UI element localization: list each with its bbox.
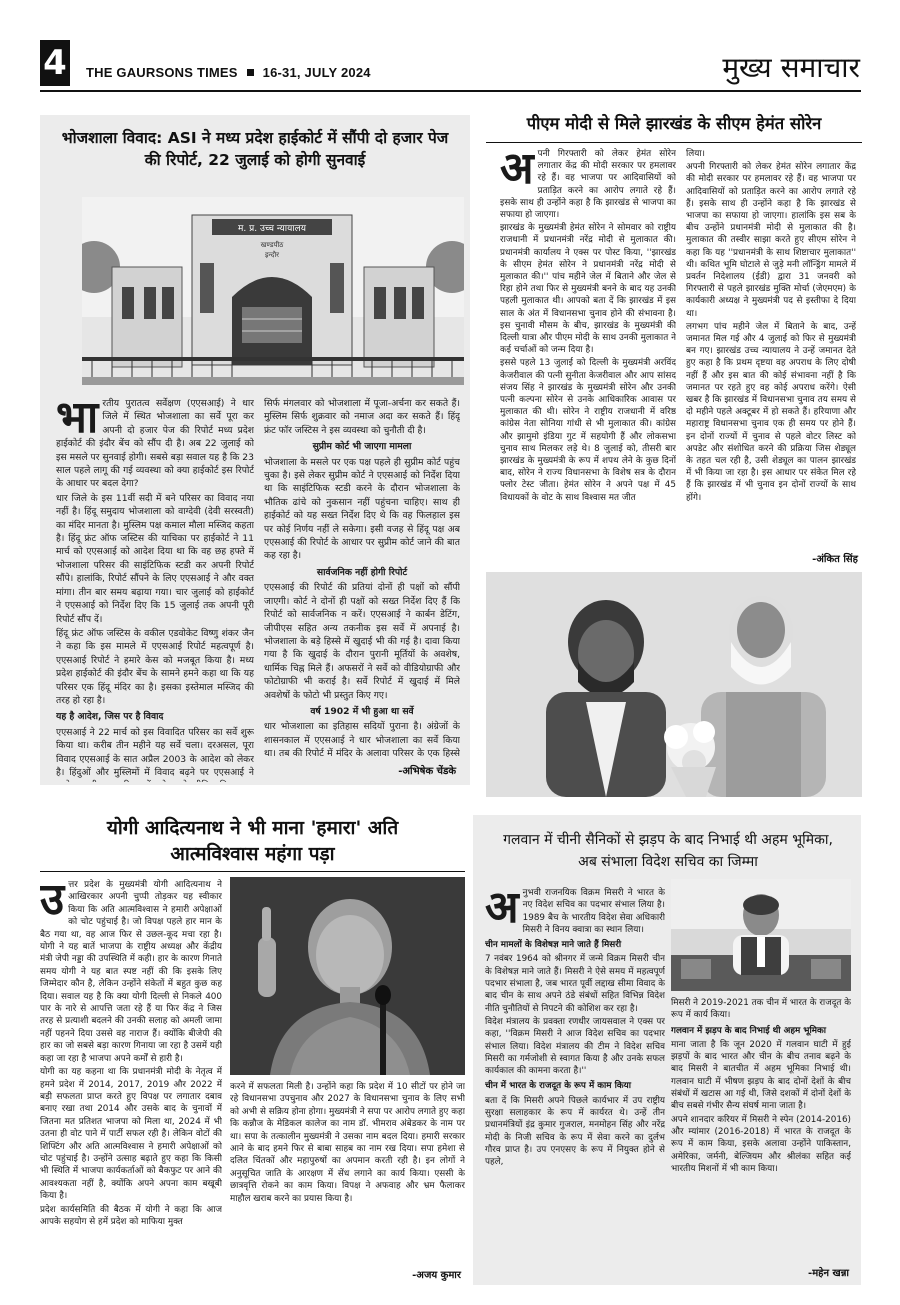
misri-paragraph: बता दें कि मिसरी अपने पिछले कार्यभार में उप राष्ट्रीय सुरक्षा सलाहकार के रूप में कार्यरत थे। उन्हें तीन प्रधानमंत्रियों इंद्र कुमार गुजराल, मनमोहन सिंह और नरेंद्र मोदी के निजी सचिव के रूप में सेवा करने का दुर्लभ गौरव प्राप्त है। उप एनएसए के रूप में नियुक्त होने से पहले, <box>485 1095 665 1168</box>
modi-soren-byline: -अंकित सिंह <box>812 554 858 565</box>
misri-paragraph: नुभवी राजनयिक विक्रम मिसरी ने भारत के नए विदेश सचिव का पदभार संभाल लिया है। 1989 बैच के भारतीय विदेश सेवा अधिकारी मिसरी ने विनय क्वात्रा का स्थान लिया। <box>522 888 665 935</box>
bhojshala-paragraph: धार भोजशाला का इतिहास सदियों पुराना है। अंग्रेजों के शासनकाल में एएसआई ने धार भोजशाला का सर्वे किया था। तब की रिपोर्ट में मंदिर के अलावा परिसर के एक हिस्से <box>264 721 460 759</box>
bhojshala-paragraph: एएसआई ने 22 मार्च को इस विवादित परिसर का सर्वे शुरू किया था। करीब तीन महीने यह सर्वे चला। दरअसल, पूरा विवाद एएसआई के सात अप्रैल 2003 के आदेश को लेकर है। हिंदुओं और मुस्लिमों में विवाद बढ़ने पर एएसआई ने <box>56 726 254 778</box>
newspaper-name: THE GAURSONS TIMES <box>86 65 238 80</box>
headline-rule <box>486 142 862 143</box>
bhojshala-paragraph: एएसआई की रिपोर्ट की प्रतियां दोनों ही पक्षों को सौंपी जाएगी। कोर्ट ने दोनों ही पक्षों को सख्त निर्देश दिए हैं कि रिपोर्ट को सार्वजनिक न करें। एएसआई ने कार्बन डेटिंग, जीपीएस सहित अन्य तकनीक इस सर्वे में अपनाई है। भोजशाला के बड़े हिस्से में खुदाई भी की गई है। दावा किया गया है कि खुदाई के दौरान पुरानी मूर्तियों के अवशेष, धार्मिक चिह्न मिले हैं। अफसरों ने सर्वे को वीडियोग्राफी और फोटोग्राफी भी कराई है। सर्वे रिपोर्ट में खुदाई में मिले अवशेषों के फोटो भी प्रस्तुत किए गए। <box>264 582 460 701</box>
modi-soren-paragraph: पनी गिरफ्तारी को लेकर हेमंत सोरेन लगातार केंद्र की मोदी सरकार पर हमलावर रहे हैं। वह भाजपा पर आदिवासियों को प्रताड़ित करने का आरोप लगाते रहे हैं। इसके साथ ही उन्होंने कहा है कि झारखंड से भाजपा का सफाया हो जाएगा। <box>500 149 676 221</box>
misri-paragraph: अपने शानदार करियर में मिसरी ने स्पेन (2014-2016) और म्यांमार (2016-2018) में भारत के राजदूत के रूप में काम किया, इसके अलावा उन्होंने पाकिस्तान, अमेरिका, जर्मनी, बेल्जियम और श्रीलंका सहित कई भारतीय मिशनों में भी काम किया। <box>671 1114 851 1174</box>
modi-soren-paragraph: लिया। <box>686 149 705 159</box>
yogi-paragraph: प्रदेश कार्यसमिति की बैठक में योगी ने कहा कि आज आपके सहयोग से हमें प्रदेश को माफिया मुक्त <box>40 1204 222 1227</box>
misri-headline: गलवान में चीनी सैनिकों से झड़प के बाद निभाई थी अहम भूमिका, अब संभाला विदेश सचिव का जिम्मा <box>503 832 833 870</box>
yogi-photo <box>230 877 465 1075</box>
bhojshala-byline: -अभिषेक चेंडके <box>398 766 456 777</box>
headline-rule <box>40 871 465 872</box>
court-sign-text: म. प्र. उच्च न्यायालय <box>238 224 306 234</box>
misri-subheading: गलवान में झड़प के बाद निभाई थी अहम भूमिका <box>671 1025 827 1036</box>
newspaper-masthead <box>86 65 371 80</box>
misri-subheading: चीन में भारत के राजदूत के रूप में काम किया <box>485 1081 632 1092</box>
bhojshala-column-1 <box>56 397 254 782</box>
court-building-photo <box>82 197 464 385</box>
yogi-headline-line-2: आत्मविश्वास महंगा पड़ा <box>170 843 335 865</box>
modi-soren-meeting-photo <box>486 572 862 797</box>
modi-soren-paragraph: इससे पहले 13 जुलाई को दिल्ली के मुख्यमंत्री अरविंद केजरीवाल की पत्नी सुनीता केजरीवाल और आप सांसद संजय सिंह ने झारखंड के मुख्यमंत्री सोरेन और उनकी पत्नी कल्पना सोरेन से उनके आधिकारिक आवास पर मुलाकात की थी। सोरेन ने राष्ट्रीय राजधानी में वरिष्ठ कांग्रेस नेता सोनिया गांधी से भी मुलाकात की। कांग्रेस और झामुमो इंडिया गुट में सहयोगी हैं और लोकसभा चुनाव साथ मिलकर लड़े थे। 8 जुलाई को, तीसरी बार झारखंड के मुख्यमंत्री के रूप में शपथ लेने के कुछ दिनों बाद, सोरेन ने राज्य विधानसभा के विशेष सत्र के दौरान फ्लोर टेस्ट जीता। हेमंत सोरेन ने अपने पक्ष में 45 विधायकों के वोट के साथ विश्वास मत जीत <box>500 358 676 503</box>
court-sign-subtext: खण्डपीठ <box>260 241 284 249</box>
court-building-illustration <box>82 197 464 385</box>
modi-soren-article <box>486 112 862 792</box>
misri-byline: -महेन खन्ना <box>808 1268 849 1279</box>
meeting-illustration <box>486 572 862 797</box>
misri-illustration <box>671 879 851 991</box>
yogi-paragraph: करने में सफलता मिली है। उन्होंने कहा कि प्रदेश में 10 सीटों पर होने जा रहे विधानसभा उपचुनाव और 2027 के विधानसभा चुनाव के लिए सभी को अभी से सक्रिय होना होगा। मुख्यमंत्री ने सपा पर आरोप लगाते हुए कहा कि कन्नौज के मेडिकल कालेज का नाम डॉ. भीमराव अंबेडकर के नाम पर था। सपा के तत्कालीन मुख्यमंत्री ने उसका नाम बदल दिया। हमारी सरकार आने के बाद हमने फिर से बाबा साहब का नाम रख दिया। सपा हमेशा से दलित चिंतकों और महापुरुषों का अपमान करती रही है। इन लोगों ने अनुसूचित जाति के आरक्षण में सेंध लगाने का कार्य किया। एससी के छात्रवृत्ति रोकने का काम किया। विपक्ष ने अफवाह और भ्रम फैलाकर माहौल खराब करने का प्रयास किया है। <box>230 1082 465 1204</box>
modi-soren-headline: पीएम मोदी से मिले झारखंड के सीएम हेमंत सोरेन <box>526 114 822 133</box>
yogi-byline: -अजय कुमार <box>412 1270 461 1281</box>
bhojshala-paragraph: रतीय पुरातत्व सर्वेक्षण (एएसआई) ने धार जिले में स्थित भोजशाला का सर्वे पूरा कर अपनी दो हजार पेज की रिपोर्ट मध्य प्रदेश हाईकोर्ट की इंदौर बेंच को सौंप दी है। अब 22 जुलाई को इस मसले पर सुनवाई होगी। सबसे बड़ा सवाल यह है कि 23 साल पहले लागू की गई व्यवस्था को क्या हाईकोर्ट इस रिपोर्ट के आधार पर बदल देगा? <box>56 398 254 490</box>
yogi-paragraph: योगी का यह कहना था कि प्रधानमंत्री मोदी के नेतृत्व में हमने प्रदेश में 2014, 2017, 2019 और 2022 में बड़ी सफलता प्राप्त करते हुए विपक्ष पर लगातार दबाव बनाए रखा तथा 2014 और उसके बाद के चुनावों में जितना मत प्रतिशत भाजपा को मिला था, 2024 में भी उतना ही वोट पाने में पार्टी सफल रही है। लेकिन वोटों की शिफ्टिंग और अति आत्मविश्वास ने हमारी अपेक्षाओं को चोट पहुंचाई है। उन्होंने उत्साह बढ़ाते हुए कहा कि किसी भी स्थिति में भाजपा कार्यकर्ताओं को बैकफुट पर आने की आवश्यकता नहीं है, क्योंकि अपने अपना काम बखूबी किया है। <box>40 1067 222 1202</box>
bhojshala-paragraph: धार जिले के इस 11वीं सदी में बने परिसर का विवाद नया नहीं है। हिंदू समुदाय भोजशाला को वाग्देवी (देवी सरस्वती) का मंदिर मानता है। मुस्लिम पक्ष कमाल मौला मस्जिद कहता है। हिंदू फ्रंट ऑफ जस्टिस की याचिका पर हाईकोर्ट ने 11 मार्च को एएसआई को आदेश दिया था कि वह छह हफ्ते में भोजशाला परिसर की साइंटिफिक स्टडी कर अपनी रिपोर्ट सौंपे। हालांकि, रिपोर्ट सौंपने के लिए एएसआई ने और वक्त मांगा। तीन बार समय बढ़ाया गया। चार जुलाई को हाईकोर्ट ने एएसआई को निर्देश दिए कि 15 जुलाई तक अपनी पूरी रिपोर्ट सौंप दें। <box>56 492 254 625</box>
yogi-article <box>40 815 465 1285</box>
misri-article <box>473 815 861 1285</box>
misri-dropcap: अ <box>485 887 519 933</box>
yogi-illustration <box>230 877 465 1075</box>
modi-soren-paragraph: लगभग पांच महीने जेल में बिताने के बाद, उन्हें जमानत मिल गई और 4 जुलाई को फिर से मुख्यमंत्री बन गए। झारखंड उच्च न्यायालय ने उन्हें जमानत देते हुए कहा है कि प्रथम दृष्टया वह अपराध के लिए दोषी नहीं हैं और इस बात की कोई संभावना नहीं है कि जमानत पर रहते हुए वह कोई अपराध करेंगे। ऐसी खबर है कि झारखंड में विधानसभा चुनाव तय समय से दो महीने पहले अक्टूबर में हो सकते हैं। हरियाणा और महाराष्ट्र विधानसभा चुनाव एक ही समय पर होने हैं। इन दोनों राज्यों में चुनाव से पहले वोटर लिस्ट को अपडेट और संशोधित करने की प्रक्रिया जिस शेड्यूल के तहत चल रही है, उसी शेड्यूल का पालन झारखंड में भी किया जा रहा है। इस आधार पर संकेत मिल रहे हैं कि झारखंड में भी चुनाव इन दोनों राज्यों के साथ होंगे। <box>686 321 856 503</box>
yogi-headline-line-1: योगी आदित्यनाथ ने भी माना 'हमारा' अति <box>106 817 399 839</box>
misri-paragraph: 7 नवंबर 1964 को श्रीनगर में जन्मे विक्रम मिसरी चीन के विशेषज्ञ माने जाते हैं। मिसरी ने ऐसे समय में महत्वपूर्ण पदभार संभाला है, जब भारत पूर्वी लद्दाख सीमा विवाद के बाद चीन के साथ अपने ठंडे संबंधों सहित विभिन्न विदेश नीति चुनौतियों से निपटने की कोशिश कर रहा है। <box>485 954 665 1014</box>
bhojshala-subheading: सुप्रीम कोर्ट भी जाएगा मामला <box>312 441 412 453</box>
misri-column-2 <box>671 997 851 1265</box>
bhojshala-subheading: सार्वजनिक नहीं होगी रिपोर्ट <box>316 566 408 578</box>
misri-subheading: चीन मामलों के विशेषज्ञ माने जाते हैं मिसरी <box>485 940 622 951</box>
masthead-rule <box>40 90 861 92</box>
bhojshala-paragraph: सिर्फ मंगलवार को भोजशाला में पूजा-अर्चना कर सकते हैं। मुस्लिम सिर्फ शुक्रवार को नमाज अदा कर सकते हैं। हिंदू फ्रंट फॉर जस्टिस ने इस व्यवस्था को चुनौती दी है। <box>264 398 460 436</box>
bhojshala-headline: भोजशाला विवाद: ASI ने मध्य प्रदेश हाईकोर्ट में सौंपी दो हजार पेज की रिपोर्ट, 22 जुलाई को होगी सुनवाई <box>61 129 449 170</box>
misri-paragraph: मिसरी ने 2019-2021 तक चीन में भारत के राजदूत के रूप में कार्य किया। <box>671 998 851 1021</box>
misri-paragraph: विदेश मंत्रालय के प्रवक्ता रणधीर जायसवाल ने एक्स पर कहा, ''विक्रम मिसरी ने आज विदेश सचिव का पदभार संभाल लिया। विदेश मंत्रालय की टीम ने विदेश सचिव मिसरी का गर्मजोशी से स्वागत किया है और उनके सफल कार्यकाल की कामना करता है।'' <box>485 1016 665 1077</box>
section-title: मुख्य समाचार <box>722 51 860 84</box>
modi-soren-dropcap: अ <box>500 148 534 194</box>
modi-soren-paragraph: अपनी गिरफ्तारी को लेकर हेमंत सोरेन लगातार केंद्र की मोदी सरकार पर हमलावर रहे हैं। वह भाजपा पर आदिवासियों को प्रताड़ित करने का आरोप लगाते रहे हैं। इसके साथ ही उन्होंने कहा है कि झारखंड से भाजपा का सफाया हो जाएगा। हालांकि इस सब के बीच उन्होंने प्रधानमंत्री मोदी से मुलाकात की है। मुलाकात की तस्वीर साझा करते हुए सीएम सोरेन ने कहा कि यह ''प्रधानमंत्री के साथ शिष्टाचार मुलाकात'' थी। कथित भूमि घोटाले से जुड़े मनी लॉन्ड्रिंग मामले में प्रवर्तन निदेशालय (ईडी) द्वारा 31 जनवरी को गिरफ्तारी से पहले झारखंड मुक्ति मोर्चा (जेएमएम) के कार्यकारी अध्यक्ष ने मुख्यमंत्री पद से इस्तीफा दे दिया था। <box>686 162 856 319</box>
issue-date: 16-31, JULY 2024 <box>262 65 371 80</box>
yogi-headline <box>40 815 465 867</box>
bhojshala-article <box>40 115 470 785</box>
bhojshala-column-2 <box>264 397 460 759</box>
bhojshala-paragraph: हिंदू फ्रंट ऑफ जस्टिस के वकील एडवोकेट विष्णु शंकर जैन ने कहा कि इस मामले में एएसआई रिपोर्ट महत्वपूर्ण है। एएसआई रिपोर्ट ने हमारे केस को मजबूत किया है। मध्य प्रदेश हाईकोर्ट की इंदौर बेंच के सामने हमने कहा था कि यह परिसर एक हिंदू मंदिर का है। इसका इस्तेमाल मस्जिद की तरह हो रहा है। <box>56 627 254 706</box>
misri-photo <box>671 879 851 991</box>
misri-paragraph: माना जाता है कि जून 2020 में गलवान घाटी में हुई झड़पों के बाद भारत और चीन के बीच तनाव बढ़ने के बाद मिसरी ने बातचीत में अहम भूमिका निभाई थी। गलवान घाटी में भीषण झड़प के बाद दोनों देशों के बीच संबंधों में खटास आ गई थी, जिसे दशकों में दोनों देशों के बीच सबसे गंभीर सैन्य संघर्ष माना जाता है। <box>671 1039 851 1112</box>
yogi-dropcap: उ <box>40 879 65 925</box>
yogi-column-1 <box>40 879 222 1285</box>
separator-square <box>247 69 254 76</box>
modi-soren-paragraph: झारखंड के मुख्यमंत्री हेमंत सोरेन ने सोमवार को राष्ट्रीय राजधानी में प्रधानमंत्री नरेंद्र मोदी से मुलाकात की। प्रधानमंत्री कार्यालय ने एक्स पर पोस्ट किया, ''झारखंड के सीएम हेमंत सोरेन ने प्रधानमंत्री नरेंद्र मोदी से मुलाकात की।'' पांच महीने जेल में बिताने और जेल से रिहा होने तथा फिर से मुख्यमंत्री बनने के बाद यह उनकी पहली मुलाकात थी। आपको बता दें कि झारखंड में इस साल के अंत में विधानसभा चुनाव होने की संभावना है। इस चुनावी मौसम के बीच, झारखंड के मुख्यमंत्री की दिल्ली यात्रा और पीएम मोदी के साथ उनकी मुलाकात ने कई चर्चाओं को जन्म दिया है। <box>500 223 676 356</box>
bhojshala-dropcap: भा <box>56 397 99 443</box>
yogi-paragraph: त्तर प्रदेश के मुख्यमंत्री योगी आदित्यनाथ ने आखिरकार अपनी चुप्पी तोड़कर यह स्वीकार किया कि अति आत्मविश्वास ने हमारी अपेक्षाओं को चोट पहुंचाई है। जो विपक्ष पहले हार मान के बैठ गया था, वह आज फिर से उछल-कूद मचा रहा है। योगी ने यह बातें भाजपा के राष्ट्रीय अध्यक्ष और केंद्रीय मंत्री जेपी नड्डा की उपस्थिति में कही। हार के कारण गिनाते समय योगी ने यह बात स्पष्ट नहीं की कि इसके लिए जिम्मेदार कौन है, लेकिन उन्होंने संकेतों में बहुत कुछ कह दिया। सवाल यह है कि क्या योगी दिल्ली से निकले 400 पार के नारे से आपत्ति जता रहे हैं या फिर केंद्र ने जिस तरह से प्रत्याशी बदलने की उनकी सलाह को अमली जामा नहीं पहनने दिया उससे वह नाराज हैं। क्योंकि बीजेपी की हार का जो सबसे बड़ा कारण गिनाया जा रहा है उसमें यही कहा जा रहा है भाजपा अपने कर्मों से हारी है। <box>40 880 222 1064</box>
modi-soren-column-2 <box>686 148 856 550</box>
bhojshala-subheading: वर्ष 1902 में भी हुआ था सर्वे <box>310 705 414 717</box>
page-number: 4 <box>40 40 70 86</box>
bhojshala-subheading: यह है आदेश, जिस पर है विवाद <box>56 711 164 723</box>
yogi-column-2 <box>230 1081 465 1269</box>
misri-column-1 <box>485 887 665 1279</box>
court-sign-city: इन्दौर <box>265 251 279 259</box>
modi-soren-column-1 <box>500 148 676 558</box>
bhojshala-paragraph: भोजशाला के मसले पर एक पक्ष पहले ही सुप्रीम कोर्ट पहुंच चुका है। इसे लेकर सुप्रीम कोर्ट ने एएसआई को निर्देश दिया था कि साइंटिफिक स्टडी करने के दौरान भोजशाला के भौतिक ढांचे को नुकसान नहीं पहुंचना चाहिए। साथ ही हाईकोर्ट को यह सख्त निर्देश दिए थे कि वह फिलहाल इस पर कोई निर्णय नहीं ले सकेगा। इसी वजह से हिंदू पक्ष अब एएसआई की रिपोर्ट के आधार पर सुप्रीम कोर्ट जाने की बात कह रहा है। <box>264 456 460 562</box>
